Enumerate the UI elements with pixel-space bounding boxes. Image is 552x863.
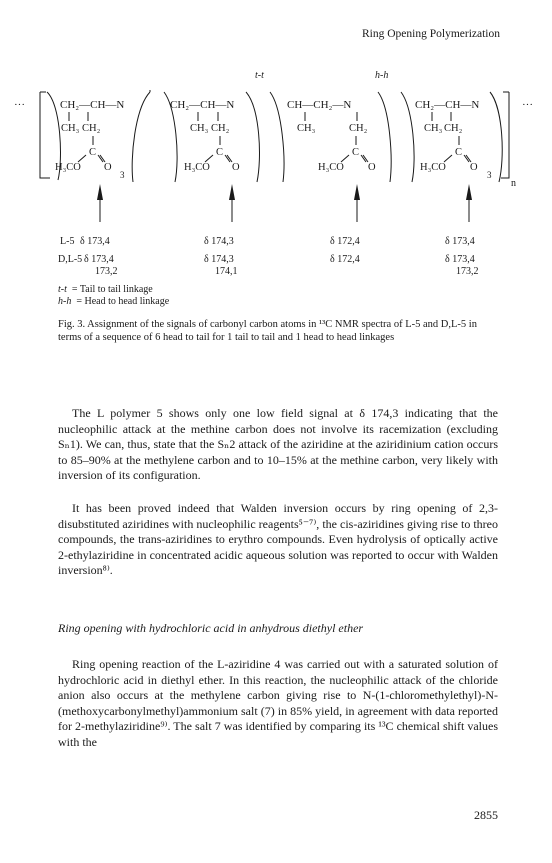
- unit-2-carbonyl-c: C: [216, 147, 224, 158]
- running-title: Ring Opening Polymerization: [362, 28, 500, 40]
- unit-3-methylene: CH₂: [349, 123, 368, 134]
- legend-text: = Tail to tail linkage: [71, 284, 153, 295]
- dl5-shift-4b: 173,2: [456, 266, 479, 277]
- unit-4-carbonyl-c: C: [455, 147, 463, 158]
- l5-label: L-5: [60, 236, 75, 247]
- unit-4-methyl: CH₃: [424, 123, 443, 134]
- unit-4-methoxy: H₃CO: [420, 162, 446, 173]
- unit-3-methoxy: H₃CO: [318, 162, 344, 173]
- unit-1-carbonyl-c: C: [89, 147, 97, 158]
- unit-2-carbonyl-o: O: [232, 162, 240, 173]
- paragraph-2: It has been proved indeed that Walden inversion occurs by ring opening of 2,3-disubstituted aziridines with nucleophilic reagents⁵⁻⁷⁾, the cis-aziridines giving rise to threo compounds, the trans-aziridines to erythro compounds. Even hydrolysis of optically active 2-ethylaziridine in concentrated acidic aqueous solution was reported to occur with Walden inversion⁸⁾.: [58, 501, 498, 578]
- dl5-shift-4: δ 173,4: [445, 254, 475, 265]
- left-ellipsis: ···: [14, 99, 25, 111]
- unit-1-methyl: CH₃: [61, 123, 80, 134]
- dl5-shift-2b: 174,1: [215, 266, 238, 277]
- figure-caption: Fig. 3. Assignment of the signals of carbonyl carbon atoms in ¹³C NMR spectra of L-5 and D,L-5 in terms of a sequence of 6 head to tail for 1 tail to tail and 1 head to head linkages: [58, 319, 477, 343]
- page-number: 2855: [474, 808, 498, 822]
- unit-2-methoxy: H₃CO: [184, 162, 210, 173]
- dl5-shift-1b: 173,2: [95, 266, 118, 277]
- unit-4-repeat-index: 3: [487, 170, 492, 180]
- unit-1-methoxy: H₃CO: [55, 162, 81, 173]
- unit-3-carbonyl-c: C: [352, 147, 360, 158]
- outer-repeat-index: n: [511, 178, 516, 189]
- legend-tail-to-tail: [58, 284, 153, 295]
- legend-key: h-h: [58, 296, 72, 307]
- unit-3-methyl: CH₃: [297, 123, 316, 134]
- unit-1-repeat-index: 3: [120, 170, 125, 180]
- legend-text: = Head to head linkage: [76, 296, 170, 307]
- paragraph-1: The L polymer 5 shows only one low field signal at δ 174,3 indicating that the nucleophilic attack at the methine carbon does not involve its racemization (excluding Sₙ1). We can, thus, state that the Sₙ2 attack of the aziridine at the aziridinium cation occurs to 85–90% at the methylene carbon and to 10–15% at the methine carbon, very likely with inversion of its configuration.: [58, 406, 498, 483]
- unit-2-backbone: CH₂—CH—N: [170, 99, 235, 111]
- unit-3-carbonyl-o: O: [368, 162, 376, 173]
- tail-to-tail-label: t-t: [255, 70, 264, 81]
- dl5-label: D,L-5: [58, 254, 83, 265]
- legend-head-to-head: [58, 296, 169, 307]
- legend-key: t-t: [58, 284, 67, 295]
- unit-2-methylene: CH₂: [211, 123, 230, 134]
- unit-1-carbonyl-o: O: [104, 162, 112, 173]
- l5-shift-2: δ 174,3: [204, 236, 234, 247]
- dl5-shift-1: δ 173,4: [84, 254, 114, 265]
- unit-4-carbonyl-o: O: [470, 162, 478, 173]
- unit-4-methylene: CH₂: [444, 123, 463, 134]
- head-to-head-label: h-h: [375, 70, 389, 81]
- unit-2-methyl: CH₃: [190, 123, 209, 134]
- paragraph-3: Ring opening reaction of the L-aziridine 4 was carried out with a saturated solution of hydrochloric acid in diethyl ether. In this reaction, the nucleophilic attack of the chloride anion also occurs at the methylene carbon giving rise to N-(1-chloromethylethyl)-N-(methoxycarbonylmethyl)ammonium salt (7) in 85% yield, in agreement with data reported for 2-methylaziridine⁹⁾. The salt 7 was identified by comparing its ¹³C chemical shift values with the: [58, 657, 498, 749]
- l5-shift-4: δ 173,4: [445, 236, 475, 247]
- l5-shift-3: δ 172,4: [330, 236, 360, 247]
- unit-1-methylene: CH₂: [82, 123, 101, 134]
- dl5-shift-3: δ 172,4: [330, 254, 360, 265]
- unit-1-backbone: CH₂—CH—N: [60, 99, 125, 111]
- l5-shift-1: δ 173,4: [80, 236, 110, 247]
- unit-3-backbone: CH—CH₂—N: [287, 99, 352, 111]
- dl5-shift-2: δ 174,3: [204, 254, 234, 265]
- unit-4-backbone: CH₂—CH—N: [415, 99, 480, 111]
- right-ellipsis: ···: [522, 99, 533, 111]
- section-subheading: Ring opening with hydrochloric acid in anhydrous diethyl ether: [58, 621, 364, 635]
